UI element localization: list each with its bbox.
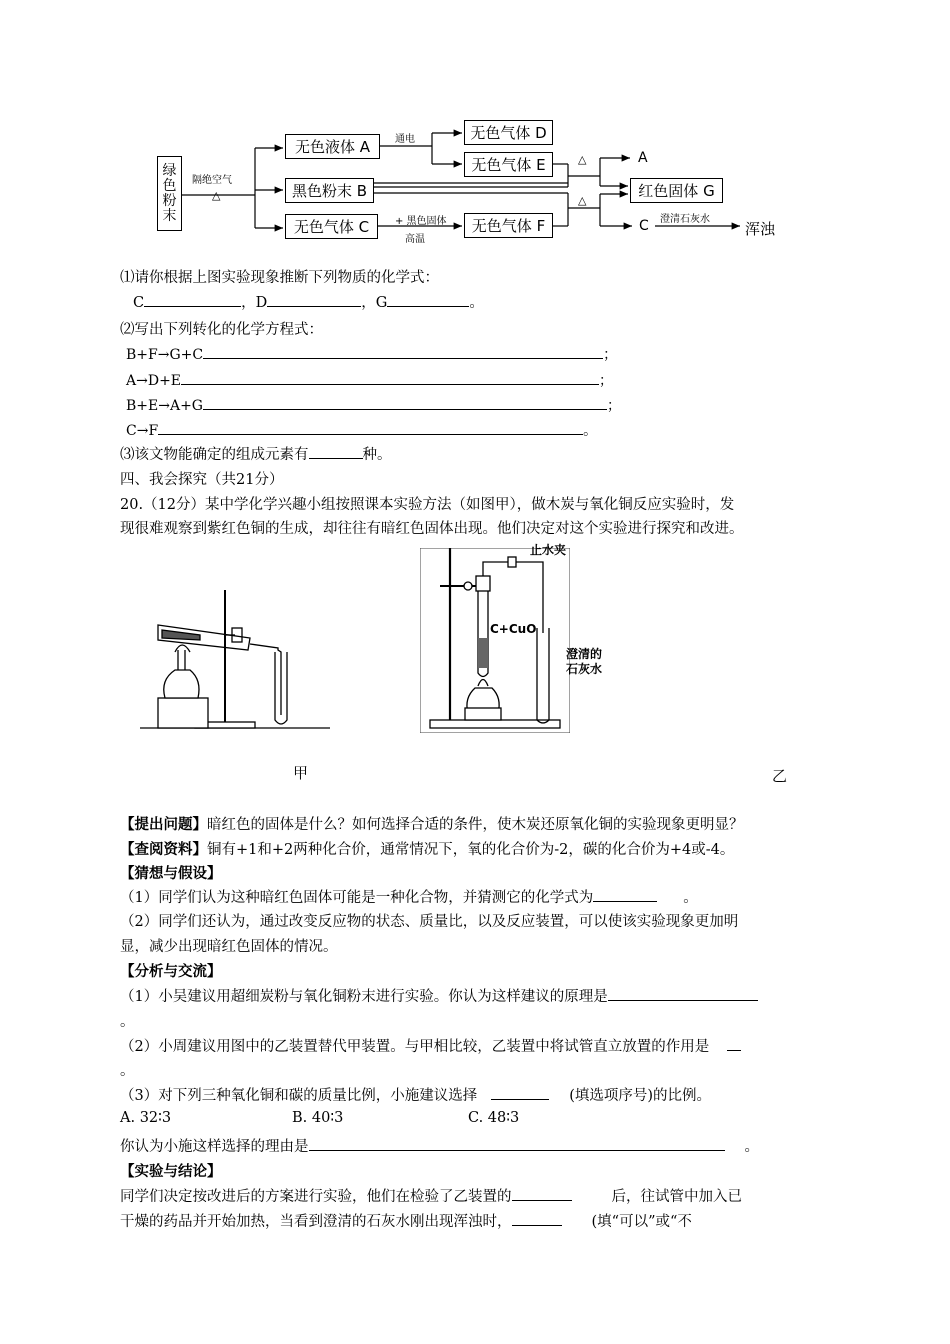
equation-row: C→F 。 bbox=[126, 423, 598, 439]
reference-info: 【查阅资料】铜有+1和+2两种化合价，通常情况下，氧的化合价为-2，碳的化合价为+4或-4。 bbox=[120, 841, 735, 858]
equation-label: B+E→A+G bbox=[126, 398, 203, 414]
equation-blank[interactable] bbox=[158, 422, 583, 435]
apparatus-jia-figure bbox=[140, 590, 330, 735]
equation-row: B+F→G+C ； bbox=[126, 347, 618, 363]
q20-intro-line1: 20.（12分）某中学化学兴趣小组按照课本实验方法（如图甲），做木炭与氧化铜反应实验时，发 bbox=[120, 497, 735, 513]
blank-label-g: ，G bbox=[361, 295, 388, 311]
answer-blank-action[interactable] bbox=[512, 1211, 562, 1226]
label-limewater: 澄清石灰水 bbox=[660, 214, 710, 225]
experiment-line2: 干燥的药品并开始加热，当看到澄清的石灰水刚出现浑浊时， (填“可以”或“不 bbox=[120, 1210, 692, 1231]
q19-part2: ⑵写出下列转化的化学方程式： bbox=[120, 322, 323, 338]
answer-blank-d[interactable] bbox=[267, 292, 361, 307]
experiment-heading: 【实验与结论】 bbox=[120, 1163, 222, 1180]
experiment-line1: 同学们决定按改进后的方案进行实验，他们在检验了乙装置的 后，往试管中加入已 bbox=[120, 1185, 742, 1206]
blank-label-c: C bbox=[133, 295, 145, 311]
box-c: 无色气体 C bbox=[285, 214, 378, 239]
analysis-2-end: 。 bbox=[120, 1063, 135, 1079]
equation-label: A→D+E bbox=[126, 373, 182, 389]
reason-line: 你认为小施这样选择的理由是 。 bbox=[120, 1135, 759, 1156]
hypothesis-2a: （2）同学们还认为，通过改变反应物的状态、质量比，以及反应装置，可以使该实验现象更加明 bbox=[120, 914, 739, 930]
caption-yi: 乙 bbox=[772, 767, 788, 785]
answer-blank-purpose[interactable] bbox=[727, 1036, 741, 1051]
option-c: C. 48∶3 bbox=[468, 1110, 520, 1126]
diagram-start-box: 绿色粉末 bbox=[157, 156, 182, 231]
box-d: 无色气体 D bbox=[464, 120, 553, 145]
answer-blank-check[interactable] bbox=[512, 1186, 572, 1201]
out-c: C bbox=[639, 218, 649, 234]
box-f: 无色气体 F bbox=[464, 213, 553, 238]
label-clamp: 止水夹 bbox=[530, 543, 567, 557]
equation-blank[interactable] bbox=[203, 346, 603, 359]
label-delta-bottom: △ bbox=[578, 194, 587, 207]
analysis-1: （1）小吴建议用超细炭粉与氧化铜粉末进行实验。你认为这样建议的原理是 bbox=[120, 985, 758, 1006]
hypothesis-2b: 显，减少出现暗红色固体的情况。 bbox=[120, 939, 338, 955]
blank-label-d: ，D bbox=[241, 295, 268, 311]
equation-row: A→D+E ； bbox=[126, 373, 614, 389]
equation-blank[interactable] bbox=[203, 397, 607, 410]
out-a: A bbox=[638, 150, 648, 166]
answer-blank-g[interactable] bbox=[387, 292, 469, 307]
answer-blank-ratio[interactable] bbox=[491, 1085, 549, 1100]
answer-blank-c[interactable] bbox=[144, 292, 241, 307]
apparatus-yi-figure bbox=[420, 548, 570, 733]
box-b: 黑色粉末 B bbox=[285, 178, 374, 203]
analysis-heading: 【分析与交流】 bbox=[120, 963, 222, 980]
label-delta-top: △ bbox=[578, 153, 587, 166]
label-limewater-1: 澄清的 bbox=[566, 647, 603, 661]
label-reactants: C+CuO bbox=[490, 622, 537, 636]
equation-blank[interactable] bbox=[181, 372, 599, 385]
ask-question: 【提出问题】暗红色的固体是什么？如何选择合适的条件，使木炭还原氧化铜的实验现象更明显？ bbox=[120, 816, 744, 833]
label-limewater-2: 石灰水 bbox=[566, 662, 603, 676]
label-electrolysis: 通电 bbox=[395, 134, 415, 145]
label-high-temp: 高温 bbox=[405, 234, 425, 245]
q19-part1-blanks bbox=[133, 291, 484, 312]
box-a: 无色液体 A bbox=[285, 134, 380, 159]
equation-row: B+E→A+G ； bbox=[126, 398, 621, 414]
answer-blank-principle[interactable] bbox=[608, 986, 758, 1001]
analysis-3: （3）对下列三种氧化铜和碳的质量比例，小施建议选择 (填选项序号)的比例。 bbox=[120, 1084, 711, 1105]
out-turbid: 浑浊 bbox=[745, 220, 776, 238]
equation-label: B+F→G+C bbox=[126, 347, 204, 363]
answer-blank-elements[interactable] bbox=[309, 444, 363, 459]
hypothesis-1: （1）同学们认为这种暗红色固体可能是一种化合物，并猜测它的化学式为 。 bbox=[120, 886, 698, 907]
box-g: 红色固体 G bbox=[630, 178, 723, 203]
arrow-label-heat-symbol: △ bbox=[212, 189, 221, 202]
arrow-label-heat: 隔绝空气 bbox=[192, 175, 232, 186]
box-e: 无色气体 E bbox=[464, 152, 553, 177]
answer-blank-reason[interactable] bbox=[309, 1136, 725, 1151]
hypothesis-heading: 【猜想与假设】 bbox=[120, 865, 222, 882]
q19-part1: ⑴请你根据上图实验现象推断下列物质的化学式： bbox=[120, 270, 439, 286]
analysis-1-end: 。 bbox=[120, 1014, 135, 1030]
answer-blank-formula[interactable] bbox=[593, 887, 657, 902]
blank-end: 。 bbox=[469, 295, 484, 311]
caption-jia: 甲 bbox=[293, 764, 309, 782]
label-black-solid: + 黑色固体 bbox=[395, 216, 447, 227]
equation-label: C→F bbox=[126, 423, 159, 439]
option-a: A. 32∶3 bbox=[120, 1110, 172, 1126]
section-heading: 四、我会探究（共21分） bbox=[120, 472, 284, 488]
analysis-2: （2）小周建议用图中的乙装置替代甲装置。与甲相比较，乙装置中将试管直立放置的作用是 bbox=[120, 1035, 741, 1056]
q20-intro-line2: 现很难观察到紫红色铜的生成，却往往有暗红色固体出现。他们决定对这个实验进行探究和改进。 bbox=[120, 521, 744, 537]
q19-part3: ⑶该文物能确定的组成元素有 种。 bbox=[120, 443, 392, 464]
option-b: B. 40∶3 bbox=[292, 1110, 344, 1126]
